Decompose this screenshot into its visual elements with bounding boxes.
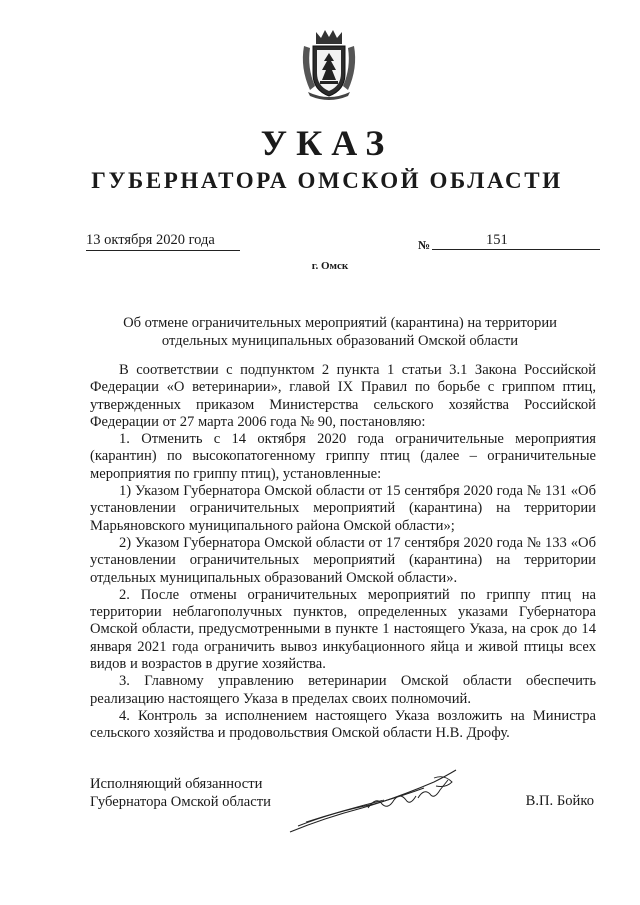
clause-4: 4. Контроль за исполнением настоящего Указа возложить на Министра сельского хозяйства и продовольствия Омской области Н.В. Дрофу. [90,707,596,742]
decree-number: 151 [486,232,508,248]
coat-of-arms-icon [298,28,360,100]
issue-city: г. Омск [311,260,349,272]
decree-date: 13 октября 2020 года [86,232,240,251]
position-line: Губернатора Омской области [90,794,271,810]
decree-body [90,362,596,743]
clause-1: 1. Отменить с 14 октября 2020 года ограничительные мероприятия (карантин) по высокопатогенному гриппу птиц (далее – ограничительные мероприятия по гриппу птиц), установленные: [90,431,596,482]
issuer-title: ГУБЕРНАТОРА ОМСКОЙ ОБЛАСТИ [91,168,563,193]
clause-2: 2. После отмены ограничительных мероприятий по гриппу птиц на территории неблагополучных пунктов, определенных указами Губернатора Омской области, предусмотренными в пункте 1 настоящего Указа, на срок до 14 января 2021 года ограничить вывоз инкубационного яйца и живой птицы всех видов и возрастов в другие хозяйства. [90,586,596,673]
signatory-name: В.П. Бойко [525,793,594,809]
clause-1-item-1: 1) Указом Губернатора Омской области от 15 сентября 2020 года № 131 «Об установлении ограничительных мероприятий (карантина) на территории Марьяновского муниципального района Омской области»; [90,483,596,534]
clause-1-item-2: 2) Указом Губернатора Омской области от 17 сентября 2020 года № 133 «Об установлении ограничительных мероприятий (карантина) на территории отдельных муниципальных образований Омской области». [90,534,596,586]
position-line: Исполняющий обязанности [90,776,263,792]
handwritten-signature [284,766,464,838]
preamble-paragraph: В соответствии с подпунктом 2 пункта 1 статьи 3.1 Закона Российской Федерации «О ветеринарии», главой IX Правил по борьбе с гриппом птиц, утвержденных приказом Министерства сельского хозяйства Российской Федерации от 27 марта 2006 года № 90, постановляю: [90,362,596,430]
number-sign: № [418,238,431,252]
clause-3: 3. Главному управлению ветеринарии Омской области обеспечить реализацию настоящего Указа в пределах своих полномочий. [90,673,596,707]
decree-subject [90,314,590,350]
decree-title: УКАЗ [260,123,394,163]
number-underline [432,249,600,250]
signatory-position [90,775,271,811]
subject-line: отдельных муниципальных образований Омской области [161,333,519,349]
subject-line: Об отмене ограничительных мероприятий (карантина) на территории [123,315,557,331]
